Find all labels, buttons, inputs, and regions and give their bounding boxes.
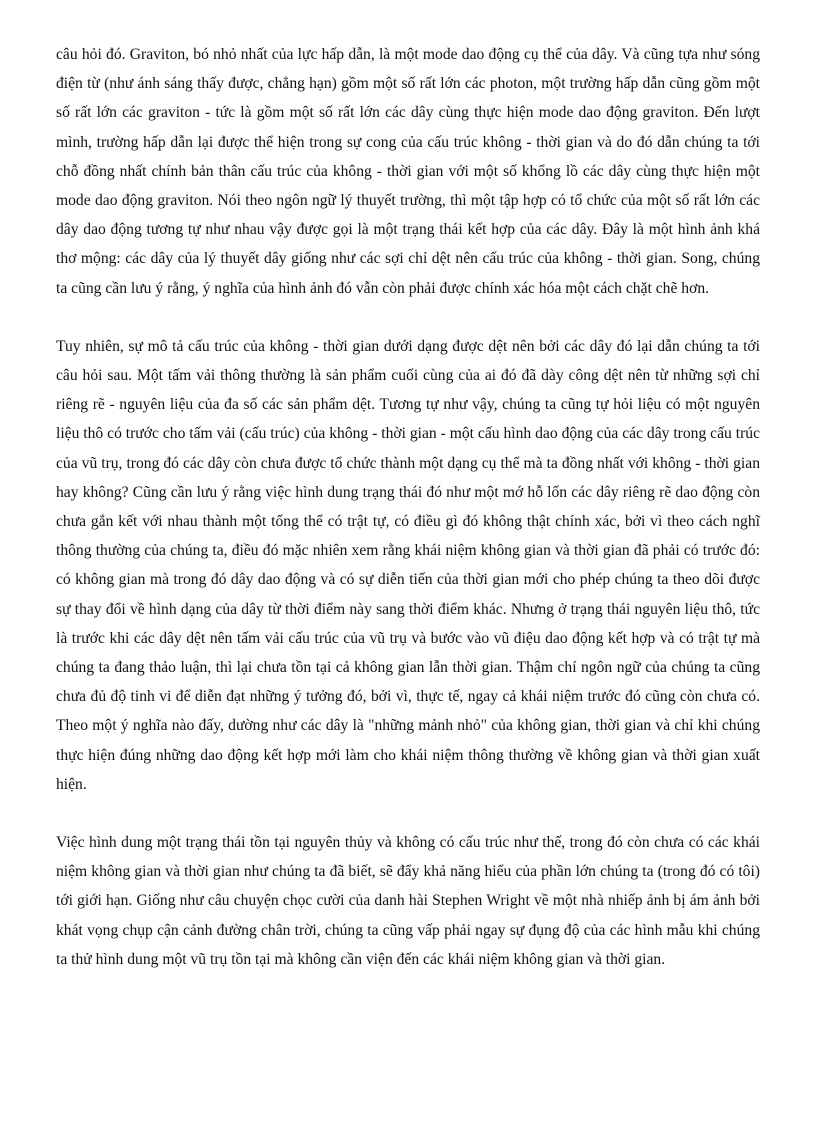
document-page — [56, 40, 760, 974]
paragraph-1: câu hỏi đó. Graviton, bó nhỏ nhất của lực hấp dẫn, là một mode dao động cụ thể của dây. Và cũng tựa như sóng điện từ (như ánh sáng thấy được, chẳng hạn) gồm một số rất lớn các photon, một trường hấp dẫn cũng gồm một số rất lớn các graviton - tức là gồm một số rất lớn các dây cùng thực hiện mode dao động graviton. Đến lượt mình, trường hấp dẫn lại được thể hiện trong sự cong của cấu trúc không - thời gian và do đó dẫn chúng ta tới chỗ đồng nhất chính bản thân cấu trúc của không - thời gian với một số khổng lồ các dây cùng thực hiện một mode dao động graviton. Nói theo ngôn ngữ lý thuyết trường, thì một tập hợp có tổ chức của một số rất lớn các dây dao động tương tự như nhau vậy được gọi là một trạng thái kết hợp của các dây. Đây là một hình ảnh khá thơ mộng: các dây của lý thuyết dây giống như các sợi chỉ dệt nên cấu trúc của không - thời gian. Song, chúng ta cũng cần lưu ý rằng, ý nghĩa của hình ảnh đó vẫn còn phải được chính xác hóa một cách chặt chẽ hơn. — [56, 46, 760, 297]
paragraph-2: Tuy nhiên, sự mô tả cấu trúc của không - thời gian dưới dạng được dệt nên bởi các dây đó lại dẫn chúng ta tới câu hỏi sau. Một tấm vải thông thường là sản phẩm cuối cùng của ai đó đã dày công dệt nên từ những sợi chỉ riêng rẽ - nguyên liệu của đa số các sản phẩm dệt. Tương tự như vậy, chúng ta cũng tự hỏi liệu có một nguyên liệu thô có trước cho tấm vải (cấu trúc) của không - thời gian - một cấu hình dao động của các dây trong cấu trúc của vũ trụ, trong đó các dây còn chưa được tổ chức thành một dạng cụ thể mà ta đồng nhất với không - thời gian hay không? Cũng cần lưu ý rằng việc hình dung trạng thái đó như một mớ hỗ lốn các dây riêng rẽ dao động còn chưa gắn kết với nhau thành một tổng thể có trật tự, có điều gì đó không thật chính xác, bởi vì theo cách nghĩ thông thường của chúng ta, điều đó mặc nhiên xem rằng khái niệm không gian và thời gian đã phải có trước đó: có không gian mà trong đó dây dao động và có sự diễn tiến của thời gian mới cho phép chúng ta theo dõi được sự thay đổi về hình dạng của dây từ thời điểm này sang thời điểm khác. Nhưng ở trạng thái nguyên liệu thô, tức là trước khi các dây dệt nên tấm vải cấu trúc của vũ trụ và bước vào vũ điệu dao động kết hợp và có trật tự mà chúng ta đang thảo luận, thì lại chưa tồn tại cả không gian lẫn thời gian. Thậm chí ngôn ngữ của chúng ta cũng chưa đủ độ tinh vi để diễn đạt những ý tưởng đó, bởi vì, thực tế, ngay cả khái niệm trước đó cũng còn chưa có. Theo một ý nghĩa nào đấy, dường như các dây là "những mảnh nhỏ" của không gian, thời gian và chỉ khi chúng thực hiện đúng những dao động kết hợp mới làm cho khái niệm thông thường về không gian và thời gian xuất hiện. — [56, 337, 760, 793]
paragraph-3: Việc hình dung một trạng thái tồn tại nguyên thủy và không có cấu trúc như thế, trong đó còn chưa có các khái niệm không gian và thời gian như chúng ta đã biết, sẽ đẩy khả năng hiểu của phần lớn chúng ta (trong đó có tôi) tới giới hạn. Giống như câu chuyện chọc cười của danh hài Stephen Wright về một nhà nhiếp ảnh bị ám ảnh bởi khát vọng chụp cận cảnh đường chân trời, chúng ta cũng vấp phải ngay sự đụng độ của các hình mẫu khi chúng ta thử hình dung một vũ trụ tồn tại mà không cần viện đến các khái niệm không gian và thời gian. — [56, 834, 760, 968]
